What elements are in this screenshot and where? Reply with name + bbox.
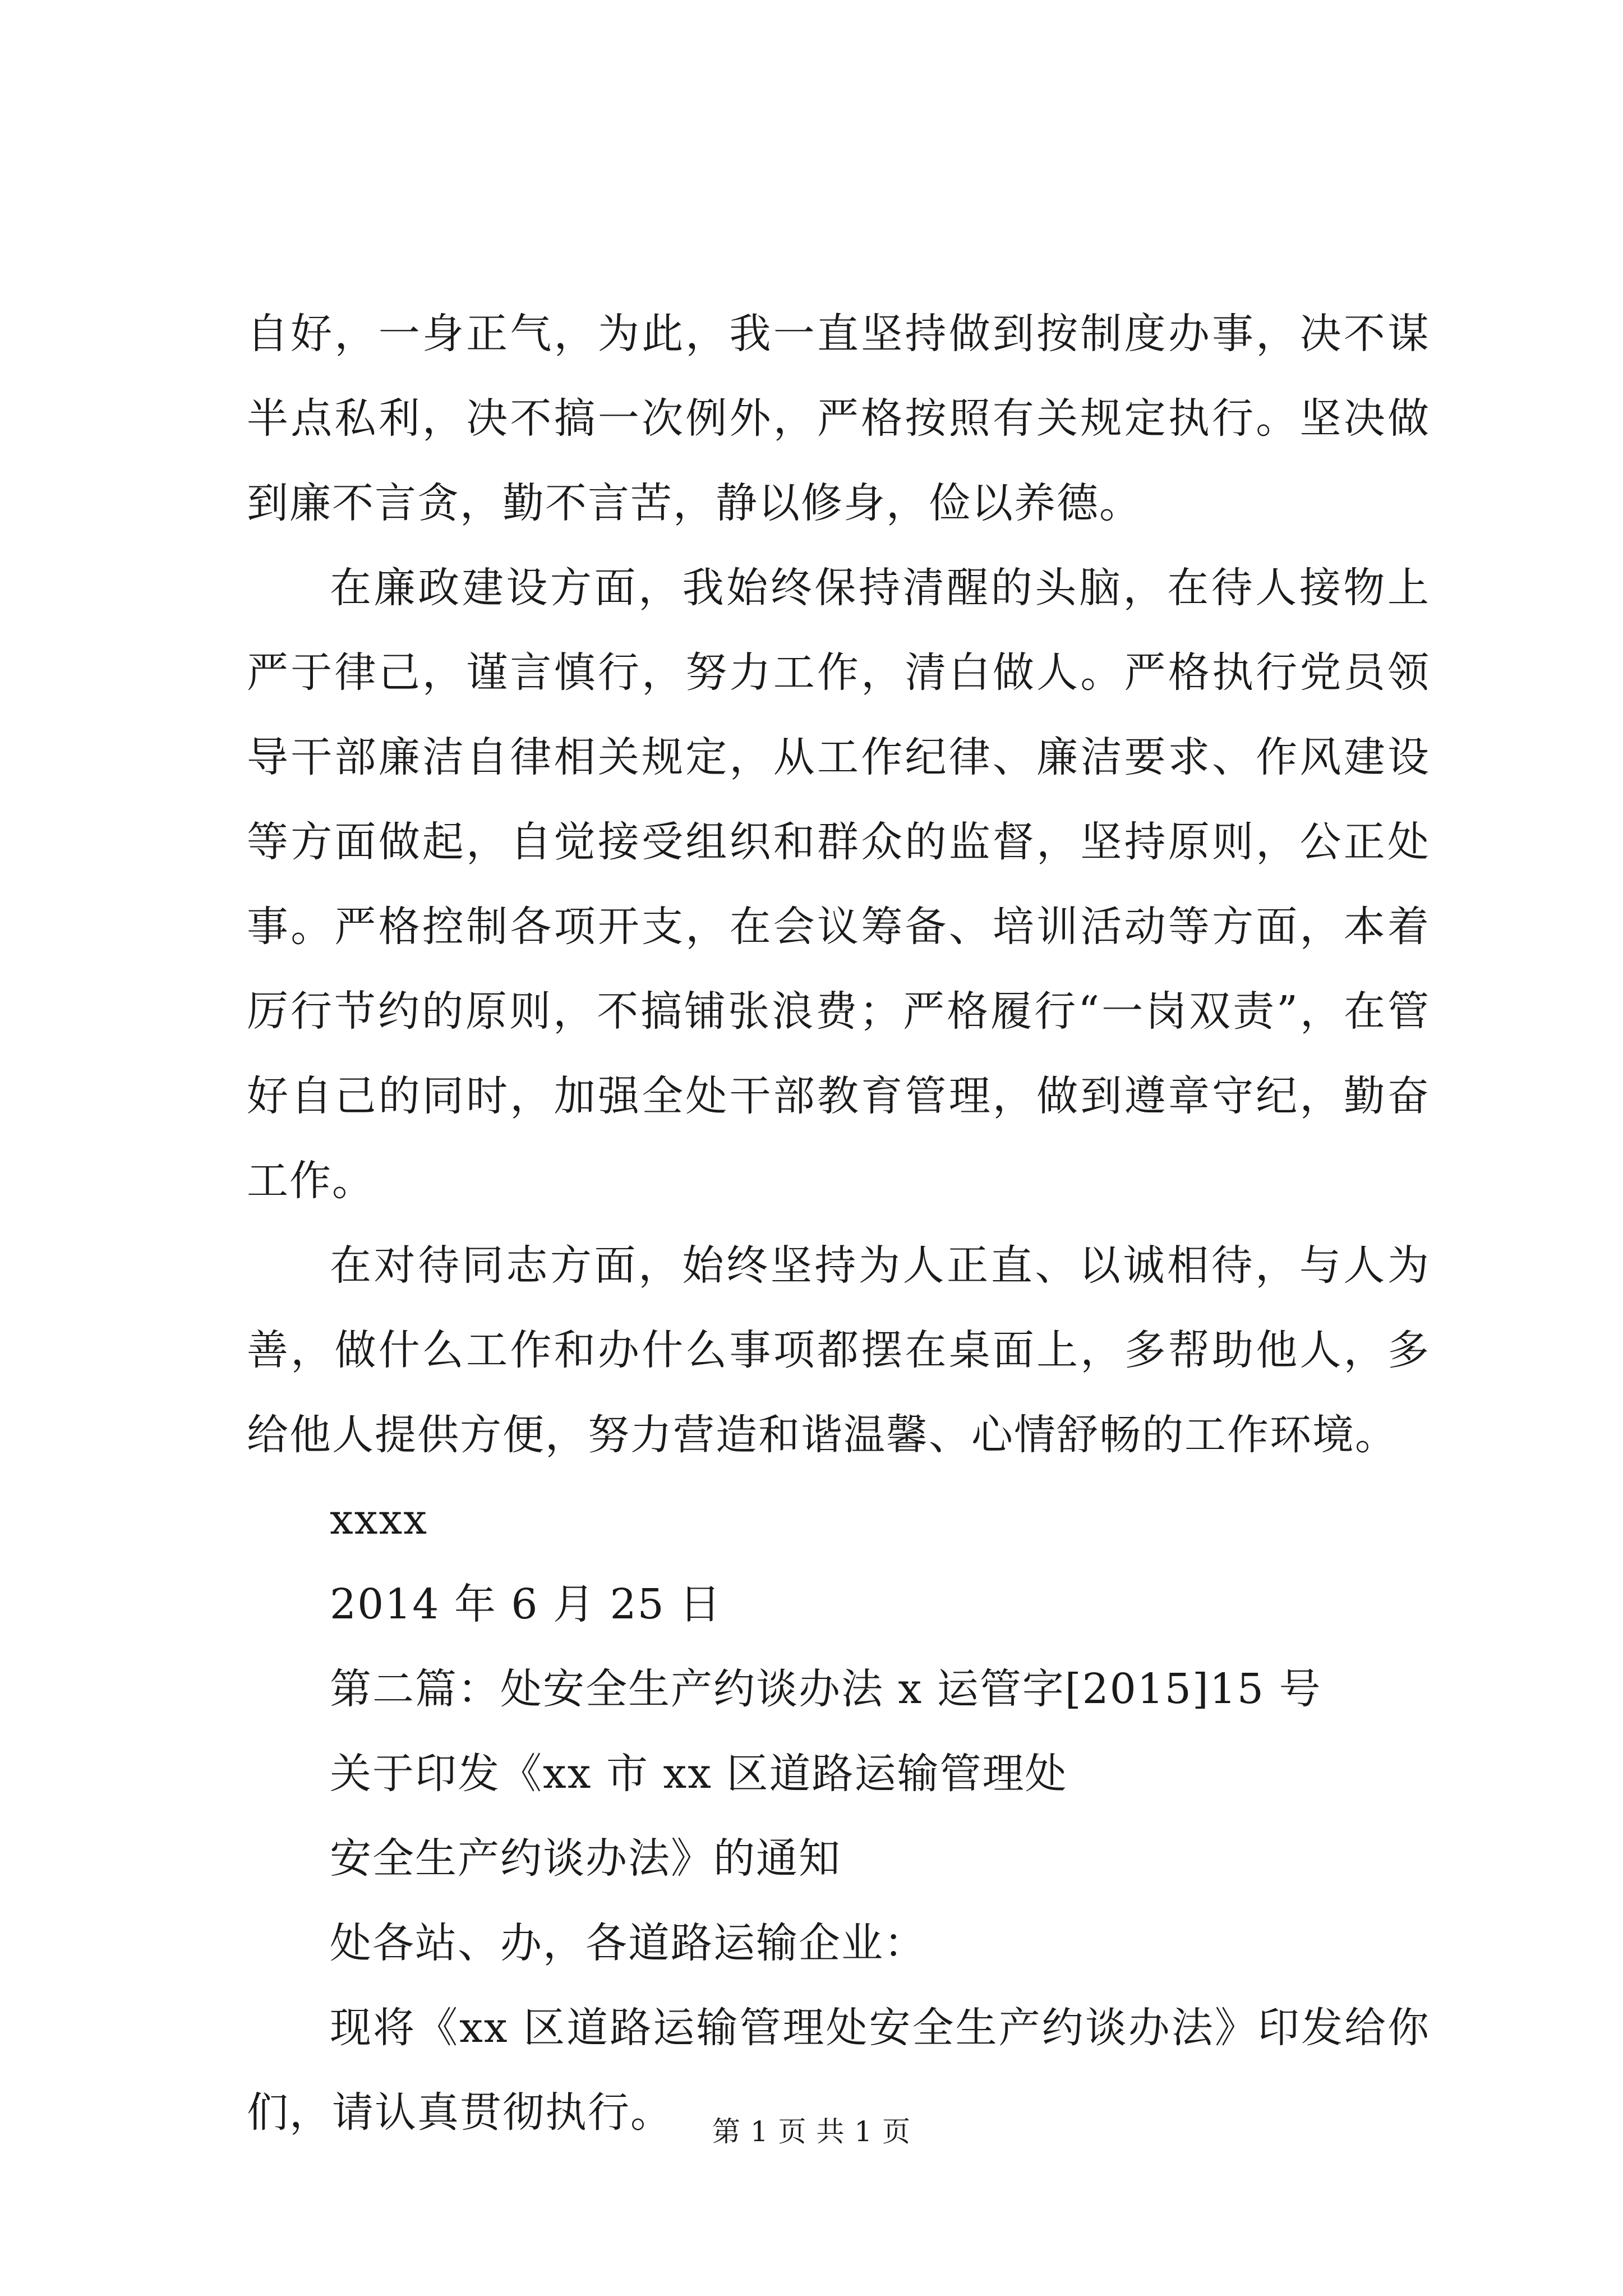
notice-title-line-1: 关于印发《xx 市 xx 区道路运输管理处: [330, 1750, 1068, 1798]
addressee: 处各站、办，各道路运输企业：: [330, 1919, 926, 1967]
signature: xxxx: [330, 1496, 428, 1544]
notice-body: 现将《xx 区道路运输管理处安全生产约谈办法》印发给你们，请认真贯彻执行。: [247, 2004, 1430, 2137]
document-body: [247, 292, 1430, 2155]
second-title: 第二篇：处安全生产约谈办法 x 运管字[2015]15 号: [330, 1665, 1322, 1713]
notice-title-line-2: 安全生产约谈办法》的通知: [330, 1834, 841, 1883]
paragraph-colleagues: 在对待同志方面，始终坚持为人正直、以诚相待，与人为善，做什么工作和办什么事项都摆在桌面上，多帮助他人，多给他人提供方便，努力营造和谐温馨、心情舒畅的工作环境。: [247, 1241, 1430, 1459]
date: 2014 年 6 月 25 日: [330, 1580, 722, 1628]
paragraph-continuation: 自好，一身正气，为此，我一直坚持做到按制度办事，决不谋半点私利，决不搞一次例外，严格按照有关规定执行。坚决做到廉不言贪，勤不言苦，静以修身，俭以养德。: [247, 310, 1430, 527]
paragraph-integrity: 在廉政建设方面，我始终保持清醒的头脑，在待人接物上严于律己，谨言慎行，努力工作，清白做人。严格执行党员领导干部廉洁自律相关规定，从工作纪律、廉洁要求、作风建设等方面做起，自觉接受组织和群众的监督，坚持原则，公正处事。严格控制各项开支，在会议筹备、培训活动等方面，本着厉行节约的原则，不搞铺张浪费；严格履行“一岗双责”，在管好自己的同时，加强全处干部教育管理，做到遵章守纪，勤奋工作。: [247, 564, 1430, 1205]
page-footer: 第 1 页 共 1 页: [712, 2115, 911, 2148]
